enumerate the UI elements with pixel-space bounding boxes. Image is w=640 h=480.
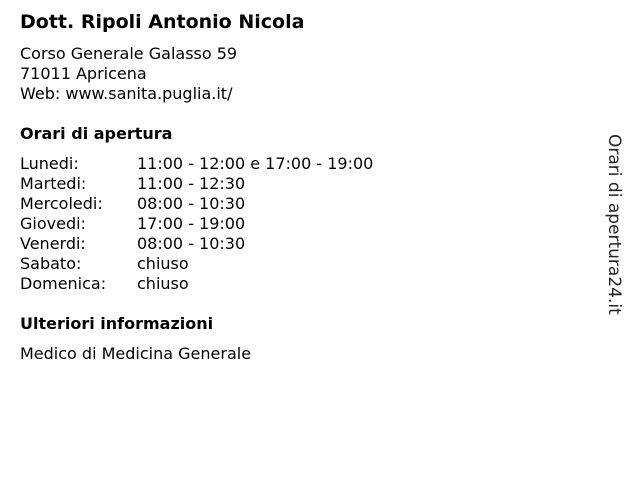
hours-row-saturday bbox=[20, 254, 373, 274]
hours-value: 11:00 - 12:30 bbox=[137, 174, 246, 193]
day-label: Martedi: bbox=[20, 174, 87, 193]
hours-row-friday bbox=[20, 234, 373, 254]
address-street: Corso Generale Galasso 59 bbox=[20, 44, 238, 63]
hours-value: chiuso bbox=[137, 274, 189, 293]
day-label: Sabato: bbox=[20, 254, 82, 273]
address-city: 71011 Apricena bbox=[20, 64, 147, 83]
hours-value: 08:00 - 10:30 bbox=[137, 234, 246, 253]
opening-hours-heading: Orari di apertura bbox=[20, 124, 173, 143]
hours-value: 11:00 - 12:00 e 17:00 - 19:00 bbox=[137, 154, 374, 173]
hours-row-thursday bbox=[20, 214, 373, 234]
hours-value: 17:00 - 19:00 bbox=[137, 214, 246, 233]
additional-info-text: Medico di Medicina Generale bbox=[20, 344, 252, 363]
additional-info-heading: Ulteriori informazioni bbox=[20, 314, 214, 333]
hours-value: chiuso bbox=[137, 254, 189, 273]
page-title: Dott. Ripoli Antonio Nicola bbox=[20, 11, 305, 33]
opening-hours-table bbox=[20, 154, 373, 294]
hours-row-wednesday bbox=[20, 194, 373, 214]
day-label: Venerdi: bbox=[20, 234, 86, 253]
hours-row-sunday bbox=[20, 274, 373, 294]
hours-row-tuesday bbox=[20, 174, 373, 194]
day-label: Domenica: bbox=[20, 274, 107, 293]
hours-value: 08:00 - 10:30 bbox=[137, 194, 246, 213]
day-label: Giovedi: bbox=[20, 214, 86, 233]
website-link[interactable]: Web: www.sanita.puglia.it/ bbox=[20, 84, 233, 103]
site-watermark: Orari di apertura24.it bbox=[604, 134, 624, 315]
hours-row-monday bbox=[20, 154, 373, 174]
address-block bbox=[20, 44, 237, 104]
day-label: Lunedi: bbox=[20, 154, 79, 173]
day-label: Mercoledi: bbox=[20, 194, 103, 213]
